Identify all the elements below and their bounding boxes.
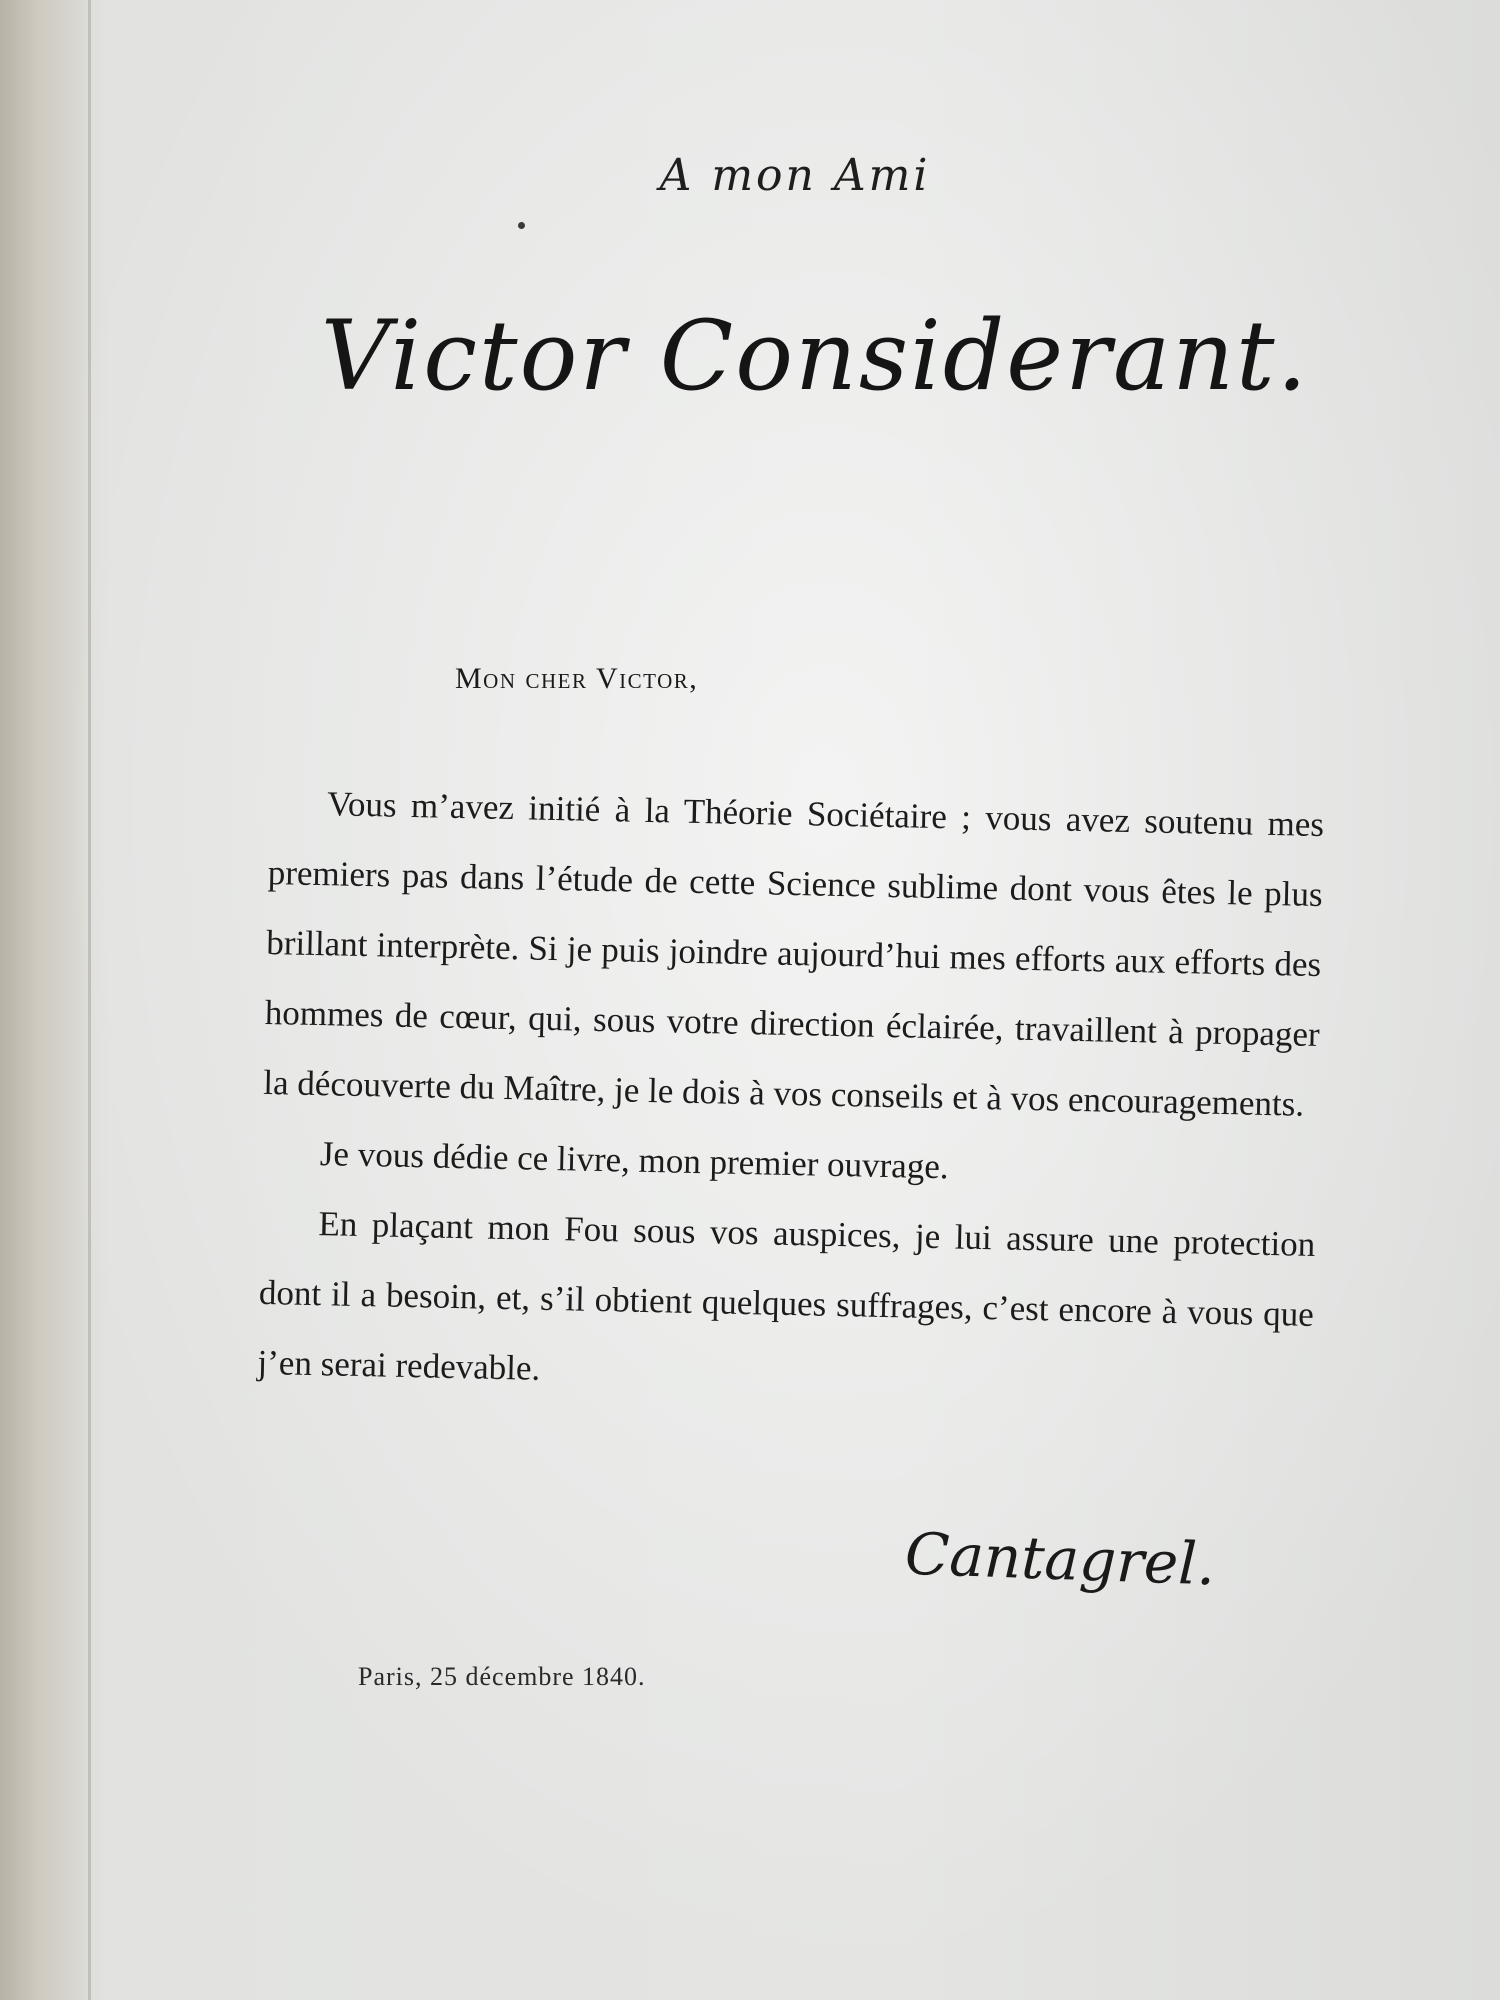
dedication-name: Victor Considerant. <box>320 300 1310 412</box>
signature: Cantagrel. <box>903 1519 1217 1599</box>
dateline: Paris, 25 décembre 1840. <box>358 1662 646 1691</box>
letter-body <box>257 768 1325 1420</box>
letter-salutation: Mon cher Victor, <box>455 662 699 695</box>
ink-spot <box>518 222 525 229</box>
letter-paragraph: Je vous dédie ce livre, mon premier ouvrage. <box>319 1134 950 1187</box>
letter-paragraph: En plaçant mon Fou sous vos auspices, je lui assure une protection dont il a besoin, et, s’il obtient quelques suffrages, c’est encore à vous que j’en serai redevable. <box>257 1204 1316 1388</box>
dedication-line: A mon Ami <box>659 150 931 201</box>
letter-paragraph: Vous m’avez initié à la Théorie Sociétaire ; vous avez soutenu mes premiers pas dans l’étude de cette Science sublime dont vous êtes le plus brillant interprète. Si je puis joindre aujourd’hui mes efforts aux efforts des hommes de cœur, qui, sous votre direction éclairée, travaillent à propager la découverte du Maître, je le dois à vos conseils et à vos encouragements. <box>263 784 1325 1124</box>
